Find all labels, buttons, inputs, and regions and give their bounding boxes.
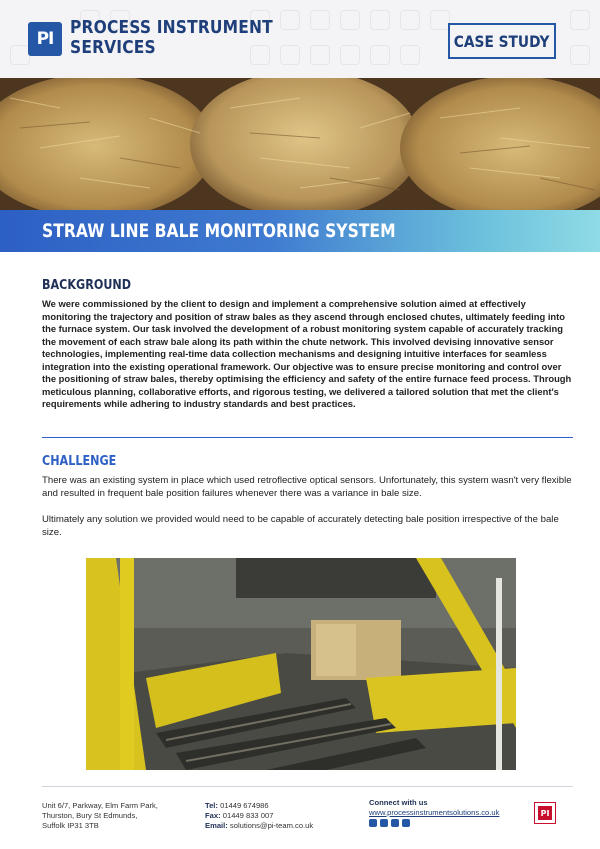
background-heading: BACKGROUND (42, 278, 132, 293)
linkedin-icon[interactable] (369, 819, 377, 827)
background-text: We were commissioned by the client to design and implement a comprehensive solution aimed at effectively monitoring the trajectory and position of straw bales as they ascend through enclosed chutes, ultimately feeding into the furnace system. Our task involved the development of a robust monitoring system capable of accurately tracking the movement of each straw bale along its path within the chute network. This involved devising innovative sensor technologies, implementing real-time data collection mechanisms and designing intuitive interfaces for seamless integration into the existing operational framework. Our objective was to ensure precise monitoring and control over the positioning of straw bales, thereby optimising the efficiency and safety of the entire furnace feed process. Through meticulous planning, collaborative efforts, and rigorous testing, we delivered a tailored solution that met the client's requirements while adhering to industry standards and best practices. (42, 298, 572, 409)
challenge-heading: CHALLENGE (42, 454, 117, 469)
footer-logo: PI (534, 802, 556, 824)
fax-number: 01449 833 007 (222, 811, 274, 820)
phone-number[interactable]: 01449 674986 (220, 801, 269, 810)
page-title: STRAW LINE BALE MONITORING SYSTEM (42, 220, 396, 242)
company-name: PROCESS INSTRUMENT SERVICES (70, 17, 273, 58)
section-divider (42, 437, 573, 438)
footer-connect (369, 798, 499, 818)
footer-divider (42, 786, 573, 787)
case-study-badge: CASE STUDY (448, 23, 556, 59)
title-banner (0, 210, 600, 252)
conveyor-photo (86, 558, 516, 770)
social-links (369, 819, 410, 827)
challenge-paragraph-1: There was an existing system in place which used retroflective optical sensors. Unfortunately, this system wasn't very flexible and resulted in frequent bale position failures whenever there was a variance in bale size. (42, 475, 572, 499)
connect-label: Connect with us (369, 798, 428, 807)
website-link[interactable]: www.processinstrumentsolutions.co.uk (369, 808, 500, 817)
facebook-icon[interactable] (380, 819, 388, 827)
youtube-icon[interactable] (402, 819, 410, 827)
straw-bales-image (0, 78, 600, 210)
company-logo: PI (28, 22, 62, 56)
challenge-paragraph-2: Ultimately any solution we provided would need to be capable of accurately detecting bale position irrespective of the bale size. (42, 514, 559, 538)
footer-address: Unit 6/7, Parkway, Elm Farm Park, Thurston, Bury St Edmunds, Suffolk IP31 3TB (42, 801, 158, 830)
email-link[interactable]: solutions@pi-team.co.uk (229, 821, 314, 830)
footer-contact: Tel: 01449 674986 Fax: 01449 833 007 Email: solutions@pi-team.co.uk (205, 801, 314, 830)
instagram-icon[interactable] (391, 819, 399, 827)
